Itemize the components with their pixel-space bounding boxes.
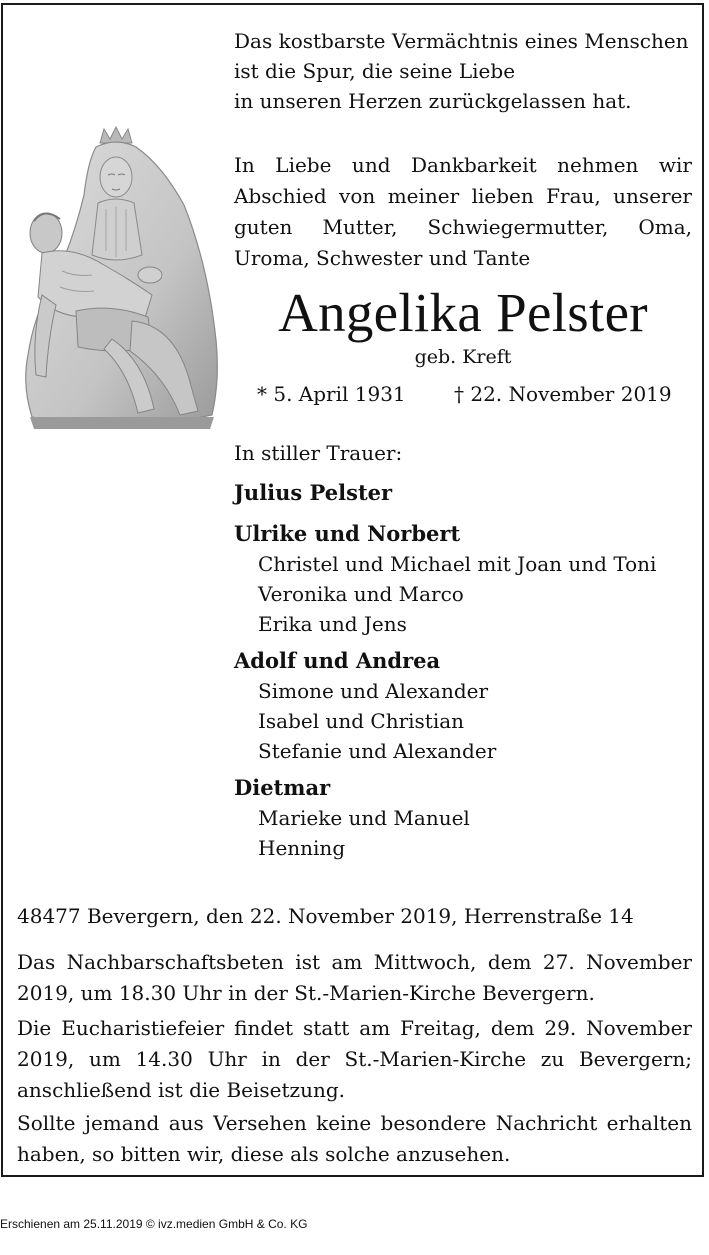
notice-paragraph: Das Nachbarschaftsbeten ist am Mittwoch, dem 27. November 2019, um 18.30 Uhr in der St.-Marien-Kirche Bevergern.: [17, 950, 692, 1005]
family-group: [234, 773, 692, 863]
family-group: [234, 478, 692, 508]
family-head: Dietmar: [234, 775, 331, 800]
address-line: 48477 Bevergern, den 22. November 2019, Herrenstraße 14: [17, 904, 634, 928]
notice-paragraph: Die Eucharistiefeier findet statt am Freitag, dem 29. November 2019, um 14.30 Uhr in der St.-Marien-Kirche zu Bevergern; anschließend ist die Beisetzung.: [17, 1016, 692, 1102]
notice-paragraph: Sollte jemand aus Versehen keine besondere Nachricht erhalten haben, so bitten wir, diese als solche anzusehen.: [17, 1111, 692, 1166]
family-list: [234, 478, 692, 870]
mourners-label: In stiller Trauer:: [234, 441, 403, 465]
intro-text: In Liebe und Dankbarkeit nehmen wir Abschied von meiner lieben Frau, unserer guten Mutter, Schwiegermutter, Oma, Uroma, Schwester und Tante: [234, 153, 692, 270]
family-member: Christel und Michael mit Joan und Toni: [258, 552, 657, 576]
family-member: Simone und Alexander: [258, 679, 489, 703]
family-member: Isabel und Christian: [258, 709, 465, 733]
pieta-statue-icon: [12, 125, 222, 435]
family-member: Henning: [258, 836, 346, 860]
family-head: Julius Pelster: [234, 480, 393, 505]
family-group: [234, 646, 692, 766]
maiden-name: geb. Kreft: [414, 346, 512, 368]
birth-date: * 5. April 1931: [257, 382, 406, 406]
family-group: [234, 519, 692, 639]
family-member: Marieke und Manuel: [258, 806, 470, 830]
family-member: Stefanie und Alexander: [258, 739, 497, 763]
publication-footer: Erschienen am 25.11.2019 © ivz.medien GmbH & Co. KG: [0, 1217, 308, 1231]
deceased-name: Angelika Pelster: [278, 282, 648, 343]
quote-line: Das kostbarste Vermächtnis eines Menschen: [234, 29, 689, 53]
family-head: Ulrike und Norbert: [234, 521, 461, 546]
family-member: Erika und Jens: [258, 612, 407, 636]
memorial-quote: [234, 26, 692, 116]
family-member: Veronika und Marco: [258, 582, 464, 606]
quote-line: in unseren Herzen zurückgelassen hat.: [234, 89, 632, 113]
family-head: Adolf und Andrea: [234, 648, 441, 673]
death-date: † 22. November 2019: [454, 382, 672, 406]
quote-line: ist die Spur, die seine Liebe: [234, 59, 516, 83]
